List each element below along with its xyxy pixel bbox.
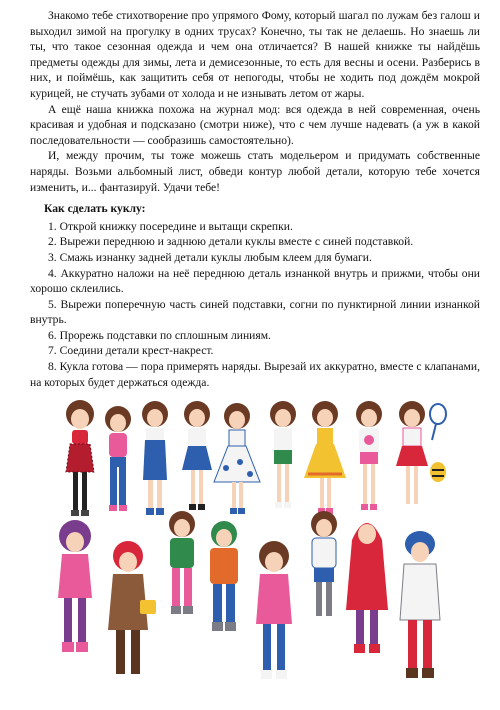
doll-brown-coat (98, 540, 158, 690)
doll-tshirt-stripes (348, 400, 390, 522)
doll-tennis (390, 400, 448, 522)
doll-green-shorts (262, 400, 304, 520)
intro-paragraph-1: Знакомо тебе стихотворение про упрямого Фому, который шагал по лужам без галош и выходил зимой на прогулку в одних трусах? Конечно, ты так не делаешь. Но знаешь ли ты, что такое сезонная одежда и чем она отличается? В нашей книжке ты найдёшь предметы одежды для зимы, лета и демисезонные, то есть для весны и осени. Разберись в них, и поймёшь, как защитить себя от непогоды, чтобы не ходить под дождём мокрой курицей, не стучать зубами от холода и не изнывать летом от жары. (30, 9, 480, 100)
step-1: 1. Открой книжку посередине и вытащи скрепки. (48, 219, 293, 233)
doll-orange-jacket (200, 520, 248, 650)
doll-checked-dress (58, 400, 102, 525)
doll-blue-overalls (134, 400, 176, 525)
doll-winter-white (394, 530, 446, 690)
step-2: 2. Вырежи переднюю и заднюю детали куклы вместе с синей подставкой. (48, 235, 414, 249)
intro-paragraph-2: А ещё наша книжка похожа на журнал мод: вся одежда в ней современная, очень красивая и удобная и подсказано (смотри ниже), что с чем лучше надевать (а уж в какой последовательности — сообразишь самостоятельно). (30, 102, 480, 147)
doll-pink-top-jeans (98, 405, 138, 525)
doll-yellow-dress (300, 400, 350, 522)
step-8: 8. Кукла готова — пора примерять наряды. Вырезай их аккуратно, вместе с клапанами, на которых будет держаться одежда. (30, 360, 480, 389)
step-3: 3. Смажь изнанку задней детали куклы любым клеем для бумаги. (48, 250, 372, 264)
doll-pink-coat-center (250, 540, 298, 690)
howto-title: Как сделать куклу: (44, 202, 146, 216)
step-7: 7. Соедини детали крест-накрест. (48, 344, 214, 358)
doll-white-dress (210, 402, 264, 522)
step-5: 5. Вырежи поперечную часть синей подставки, согни по пунктирной линии изнанкой внутрь. (30, 297, 480, 327)
doll-green-sweater (160, 510, 204, 640)
doll-winter-pink (50, 520, 100, 670)
step-4: 4. Аккуратно наложи на неё переднюю деталь изнанкой внутрь и прижми, чтобы они хорошо склеились. (30, 266, 480, 296)
article-text (30, 8, 480, 390)
step-6: 6. Прорежь подставки по сплошным линиям. (48, 328, 271, 342)
doll-white-sweater (302, 510, 346, 640)
intro-paragraph-3: И, между прочим, ты тоже можешь стать модельером и придумать собственные наряды. Возьми альбомный лист, обведи контур любой детали, которую тебе хочется изменить, и... фантазируй. Удачи тебе! (30, 149, 480, 194)
doll-red-raincoat (342, 510, 392, 660)
paper-dolls-illustration (50, 400, 450, 700)
